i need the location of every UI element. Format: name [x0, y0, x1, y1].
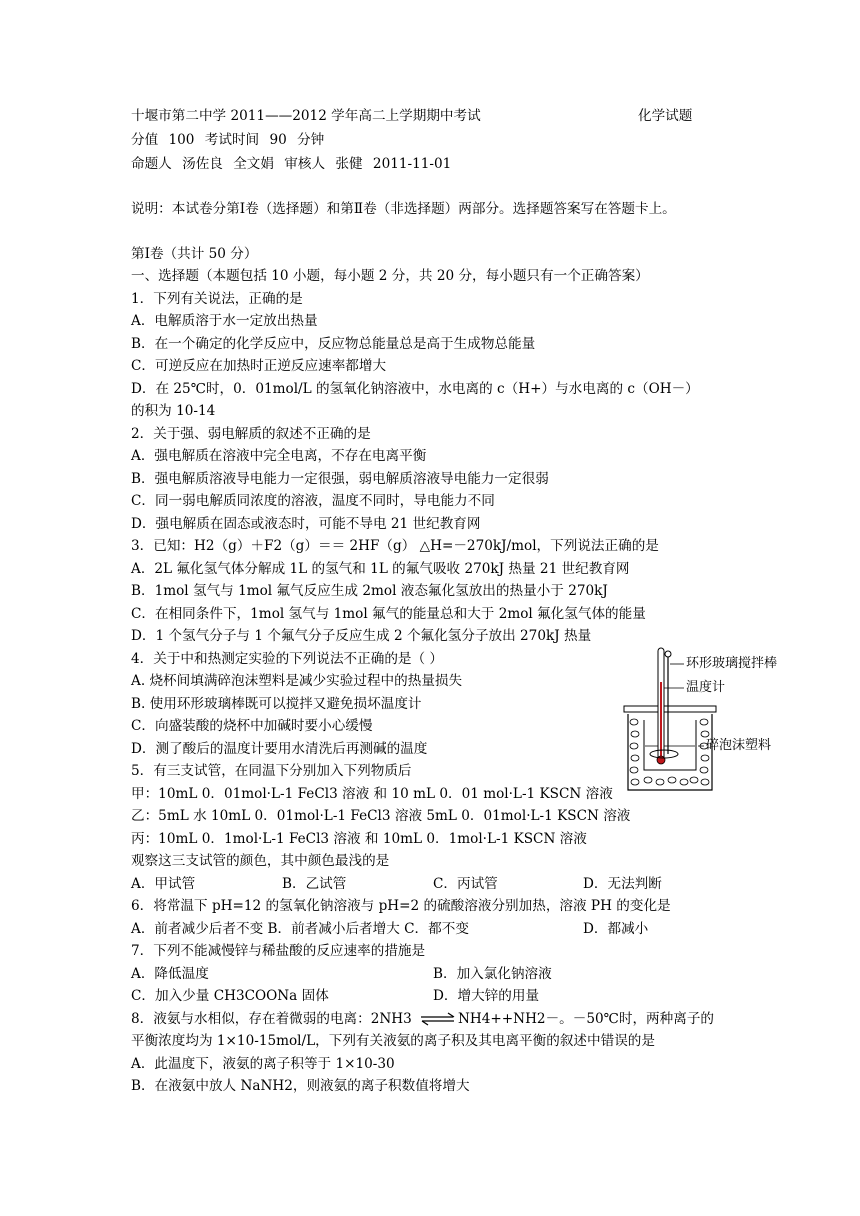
- answer-choice: C．加入少量 CH3COONa 固体: [131, 988, 329, 1004]
- answer-choice: C．丙试管: [433, 876, 498, 892]
- answer-choice: D．无法判断: [583, 876, 662, 892]
- question-stem: 2．关于强、弱电解质的叙述不正确的是: [131, 426, 371, 442]
- question-stem: 8．液氨与水相似，存在着微弱的电离：2NH3: [131, 1011, 412, 1027]
- score-line: 分值 100 考试时间 90 分钟: [131, 132, 325, 148]
- question-option: B．在液氨中放人 NaNH2，则液氨的离子积数值将增大: [131, 1078, 470, 1094]
- answer-choice: A．降低温度: [131, 966, 209, 982]
- subject-title: 化学试题: [638, 108, 693, 124]
- question-stem: 1．下列有关说法，正确的是: [131, 291, 303, 307]
- question-stem: 7．下列不能减慢锌与稀盐酸的反应速率的措施是: [131, 943, 426, 959]
- foam-label: 碎泡沫塑料: [706, 738, 772, 753]
- part1-title: 第Ⅰ卷（共计 50 分）: [131, 246, 258, 262]
- question-option: D．测了酸后的温度计要用水清洗后再测碱的温度: [131, 741, 428, 757]
- question-option: A．2L 氟化氢气体分解成 1L 的氢气和 1L 的氟气吸收 270kJ 热量 21 世纪教育网: [131, 561, 630, 577]
- authors-line: 命题人 汤佐良 全文娟 审核人 张健 2011-11-01: [131, 156, 452, 172]
- question-option: 丙：10mL 0．1mol·L-1 FeCl3 溶液 和 10mL 0．1mol·L-1 KSCN 溶液: [131, 831, 587, 847]
- answer-choice: A．甲试管: [131, 876, 196, 892]
- question-option: C．在相同条件下，1mol 氢气与 1mol 氟气的能量总和大于 2mol 氟化氢气体的能量: [131, 606, 646, 622]
- stirrer-label: 环形玻璃搅拌棒: [686, 656, 778, 671]
- instructions: 说明：本试卷分第Ⅰ卷（选择题）和第Ⅱ卷（非选择题）两部分。选择题答案写在答题卡上。: [131, 201, 676, 217]
- question-stem: 5．有三支试管，在同温下分别加入下列物质后: [131, 763, 412, 779]
- question-option: A．强电解质在溶液中完全电离，不存在电离平衡: [131, 448, 427, 464]
- question-option: B. 使用环形玻璃棒既可以搅拌又避免损坏温度计: [131, 696, 422, 712]
- question-option: C．向盛装酸的烧杯中加碱时要小心缓慢: [131, 718, 373, 734]
- question-option: 乙：5mL 水 10mL 0．01mol·L-1 FeCl3 溶液 5mL 0．01mol·L-1 KSCN 溶液: [131, 808, 631, 824]
- question-option: B．1mol 氢气与 1mol 氟气反应生成 2mol 液态氟化氢放出的热量小于 270kJ: [131, 583, 608, 599]
- equilibrium-arrow-icon: [419, 1011, 457, 1027]
- question-option: 观察这三支试管的颜色，其中颜色最浅的是: [131, 853, 390, 869]
- question-stem-cont: NH4++NH2－。－50℃时，两种离子的: [458, 1011, 715, 1027]
- question-option: A．此温度下，液氨的离子积等于 1×10-30: [131, 1056, 395, 1072]
- question-option: 的积为 10-14: [131, 403, 216, 419]
- question-option: A．电解质溶于水一定放出热量: [131, 313, 318, 329]
- question-stem: 6．将常温下 pH=12 的氢氧化钠溶液与 pH=2 的硫酸溶液分别加热，溶液 PH 的变化是: [131, 898, 671, 914]
- question-option: C．可逆反应在加热时正逆反应速率都增大: [131, 358, 387, 374]
- question-option: 甲：10mL 0．01mol·L-1 FeCl3 溶液 和 10 mL 0．01 mol·L-1 KSCN 溶液: [131, 786, 613, 802]
- answer-choice: A．前者减少后者不变 B．前者减小后者增大 C．都不变: [131, 921, 469, 937]
- question-stem-cont: 平衡浓度均为 1×10-15mol/L，下列有关液氨的离子积及其电离平衡的叙述中错误的是: [131, 1033, 655, 1049]
- question-stem: 4．关于中和热测定实验的下列说法不正确的是（ ）: [131, 651, 444, 667]
- question-option: D．在 25℃时，0．01mol/L 的氢氧化钠溶液中，水电离的 c（H+）与水电离的 c（OH－）: [131, 381, 699, 397]
- question-option: D．强电解质在固态或液态时，可能不导电 21 世纪教育网: [131, 516, 481, 532]
- answer-choice: B．加入氯化钠溶液: [433, 966, 552, 982]
- question-option: B．在一个确定的化学反应中，反应物总能量总是高于生成物总能量: [131, 336, 536, 352]
- calorimeter-figure: [618, 642, 860, 802]
- question-option: B．强电解质溶液导电能力一定很强，弱电解质溶液导电能力一定很弱: [131, 471, 549, 487]
- question-option: C．同一弱电解质同浓度的溶液，温度不同时，导电能力不同: [131, 493, 495, 509]
- question-option: D．1 个氢气分子与 1 个氟气分子反应生成 2 个氟化氢分子放出 270kJ 热量: [131, 628, 592, 644]
- section-title: 一、选择题（本题包括 10 小题，每小题 2 分，共 20 分，每小题只有一个正确答案）: [131, 268, 649, 284]
- school-title: 十堰市第二中学 2011——2012 学年高二上学期期中考试: [131, 108, 481, 124]
- thermometer-label: 温度计: [686, 680, 726, 695]
- question-option: A. 烧杯间填满碎泡沫塑料是减少实验过程中的热量损失: [131, 673, 463, 689]
- answer-choice: D．都减小: [583, 921, 649, 937]
- answer-choice: B．乙试管: [282, 876, 347, 892]
- question-stem: 3．已知：H2（g）＋F2（g）＝＝ 2HF（g） △H=－270kJ/mol，下列说法正确的是: [131, 538, 659, 554]
- answer-choice: D．增大锌的用量: [433, 988, 540, 1004]
